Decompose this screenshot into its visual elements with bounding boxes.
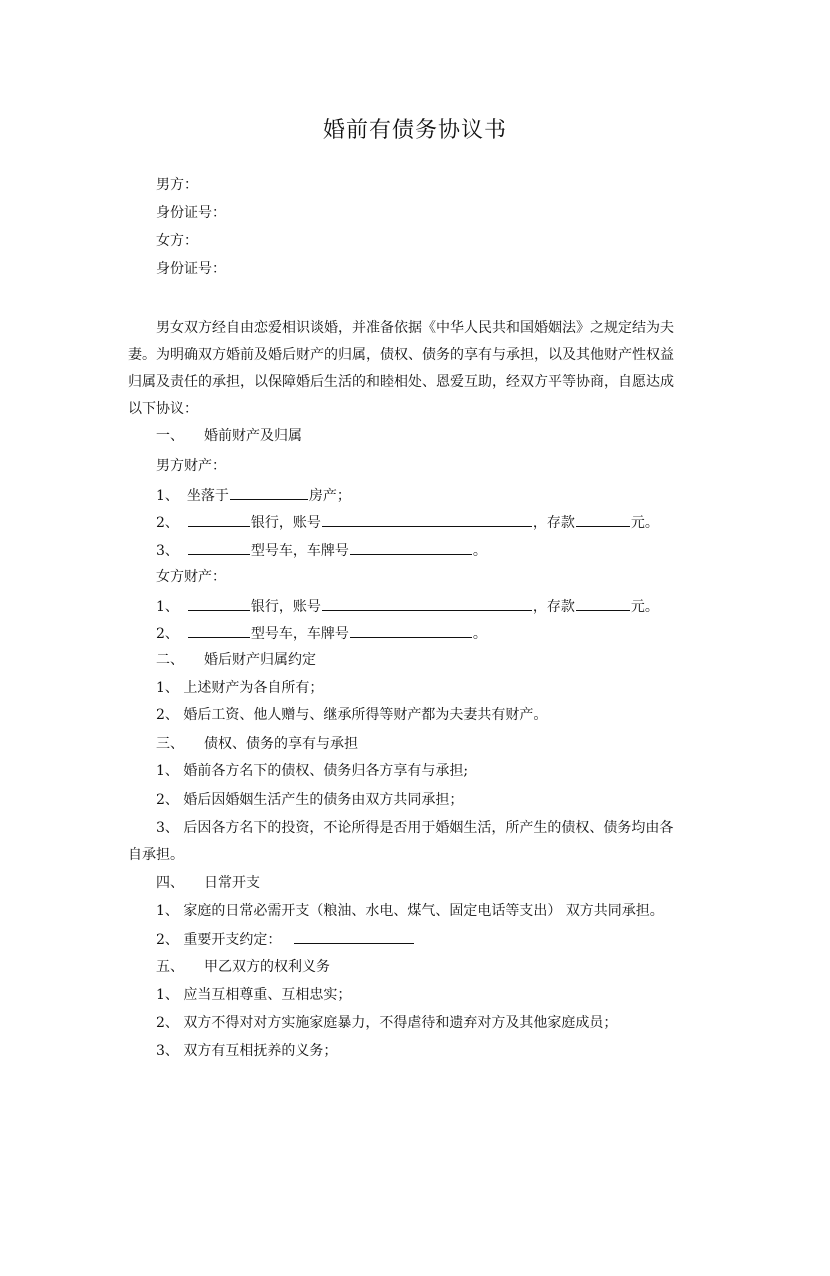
intro-line-4: 以下协议： bbox=[128, 401, 198, 417]
section-2-heading: 二、 婚后财产归属约定 bbox=[156, 652, 316, 668]
plate-number-blank[interactable] bbox=[350, 624, 472, 638]
section-5-item-2: 2、 双方不得对对方实施家庭暴力，不得虐待和遗弃对方及其他家庭成员； bbox=[156, 1015, 618, 1031]
deposit-amount-blank[interactable] bbox=[576, 597, 630, 611]
section-5-item-3: 3、 双方有互相抚养的义务； bbox=[156, 1043, 338, 1059]
female-party-label: 女方： bbox=[156, 233, 198, 249]
account-number-blank[interactable] bbox=[322, 513, 532, 527]
section-4-item-2: 2、 重要开支约定： bbox=[156, 930, 415, 949]
female-property-item-1: 1、 银行，账号 ，存款 元。 bbox=[156, 599, 659, 615]
address-blank[interactable] bbox=[230, 486, 308, 500]
section-3-heading: 三、 债权、债务的享有与承担 bbox=[156, 736, 358, 752]
section-1-heading: 一、 婚前财产及归属 bbox=[156, 428, 302, 444]
intro-line-2: 妻。为明确双方婚前及婚后财产的归属，债权、债务的享有与承担，以及其他财产性权益 bbox=[128, 347, 674, 363]
bank-name-blank[interactable] bbox=[188, 513, 250, 527]
section-2-item-2: 2、 婚后工资、他人赠与、继承所得等财产都为夫妻共有财产。 bbox=[156, 707, 548, 723]
section-3-item-3-cont: 自承担。 bbox=[128, 847, 184, 863]
section-2-item-1: 1、 上述财产为各自所有； bbox=[156, 680, 324, 696]
section-3-item-3: 3、 后因各方名下的投资，不论所得是否用于婚姻生活，所产生的债权、债务均由各 bbox=[156, 820, 674, 836]
section-3-item-1: 1、 婚前各方名下的债权、债务归各方享有与承担; bbox=[156, 763, 469, 779]
male-id-label: 身份证号： bbox=[156, 205, 226, 221]
car-model-blank[interactable] bbox=[188, 624, 250, 638]
section-4-item-1: 1、 家庭的日常必需开支（粮油、水电、煤气、固定电话等支出） 双方共同承担。 bbox=[156, 903, 664, 919]
male-property-item-1: 1、 坐落于 房产； bbox=[156, 488, 351, 504]
male-party-label: 男方： bbox=[156, 177, 198, 193]
major-expense-blank[interactable] bbox=[294, 930, 414, 944]
male-property-item-2: 2、 银行，账号 ，存款 元。 bbox=[156, 515, 659, 531]
document-title: 婚前有债务协议书 bbox=[322, 118, 507, 143]
intro-line-3: 归属及责任的承担，以保障婚后生活的和睦相处、恩爱互助，经双方平等协商，自愿达成 bbox=[128, 374, 674, 390]
female-id-label: 身份证号： bbox=[156, 261, 226, 277]
watermark bbox=[464, 964, 775, 1275]
account-number-blank[interactable] bbox=[322, 597, 532, 611]
car-model-blank[interactable] bbox=[188, 541, 250, 555]
plate-number-blank[interactable] bbox=[350, 541, 472, 555]
section-3-item-2: 2、 婚后因婚姻生活产生的债务由双方共同承担； bbox=[156, 792, 464, 808]
male-property-item-3: 3、 型号车，车牌号 。 bbox=[156, 543, 487, 559]
section-4-heading: 四、 日常开支 bbox=[156, 875, 260, 891]
intro-line-1: 男女双方经自由恋爱相识谈婚，并准备依据《中华人民共和国婚姻法》之规定结为夫 bbox=[156, 320, 674, 336]
female-property-item-2: 2、 型号车，车牌号 。 bbox=[156, 626, 487, 642]
deposit-amount-blank[interactable] bbox=[576, 513, 630, 527]
section-5-item-1: 1、 应当互相尊重、互相忠实； bbox=[156, 987, 352, 1003]
male-property-label: 男方财产： bbox=[156, 458, 226, 474]
female-property-label: 女方财产： bbox=[156, 569, 226, 585]
bank-name-blank[interactable] bbox=[188, 597, 250, 611]
section-5-heading: 五、 甲乙双方的权利义务 bbox=[156, 959, 330, 975]
